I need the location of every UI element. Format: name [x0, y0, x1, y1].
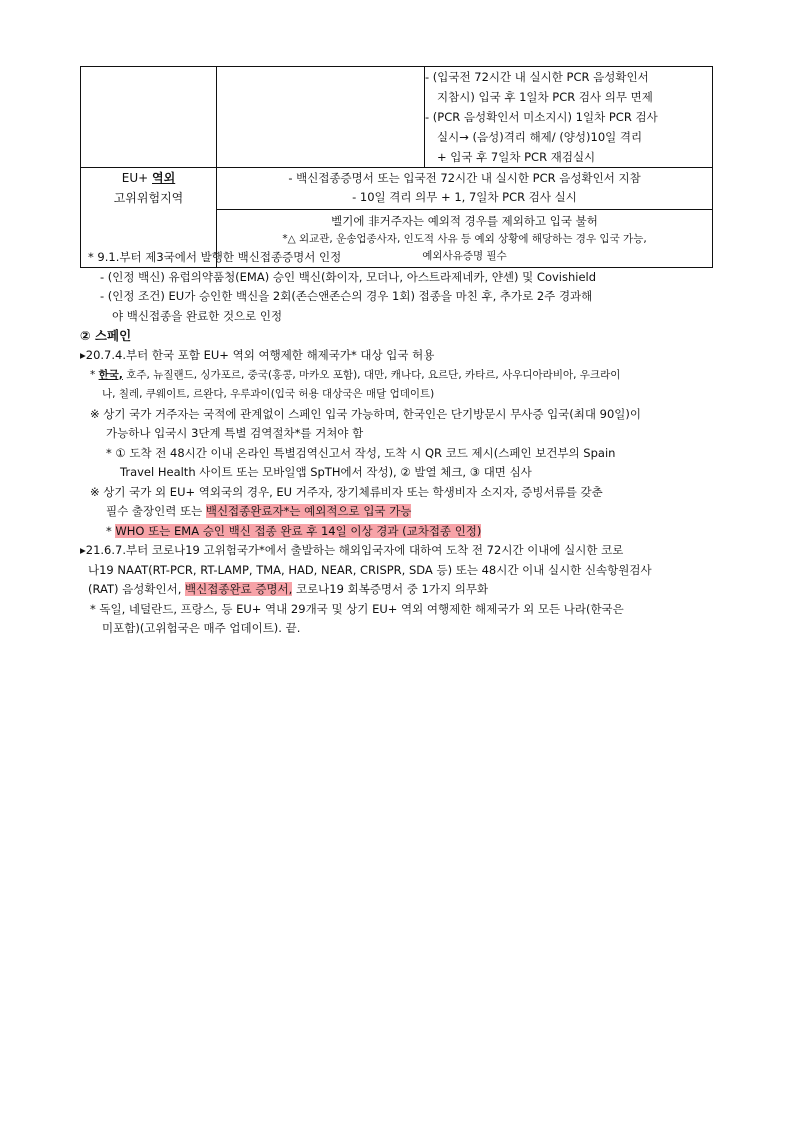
footnote-line: * 독일, 네덜란드, 프랑스, 등 EU+ 역내 29개국 및 상기 EU+ 역외 여행제한 해제국가 외 모든 나라(한국은: [90, 601, 624, 616]
bullet-line: [80, 580, 720, 600]
country-list: 호주, 뉴질랜드, 싱가포르, 중국(홍콩, 마카오 포함), 대만, 캐나다, 요르단, 카타르, 사우디아라비아, 우크라이: [122, 368, 621, 381]
remark-line: 가능하나 입국시 3단계 특별 검역절차*를 거쳐야 함: [106, 426, 364, 440]
rule-text: + 입국 후 7일차 PCR 재검실시: [437, 150, 596, 164]
note-line: * 9.1.부터 제3국에서 발행한 백신접종증명서 인정: [88, 250, 342, 264]
country-list-line: [80, 366, 720, 386]
remark-line: ※ 상기 국가 외 EU+ 역외국의 경우, EU 거주자, 장기체류비자 또는 학생비자 소지자, 증빙서류를 갖춘: [90, 484, 603, 499]
rule-text: - (PCR 음성확인서 미소지시) 1일차 PCR 검사: [425, 110, 658, 124]
body-text: [80, 248, 720, 639]
pcr-rule-cell: [425, 67, 713, 168]
bullet-line: ▸20.7.4.부터 한국 포함 EU+ 역외 여행제한 해제국가* 대상 입국 허용: [80, 348, 435, 362]
section-heading-spain: ② 스페인: [80, 328, 132, 343]
exception-line: 예외사유증명 필수: [422, 250, 507, 262]
footnote-line: 미포함)(고위험국은 매주 업데이트). 끝.: [102, 621, 301, 635]
note-line: - (인정 백신) 유럽의약품청(EMA) 승인 백신(화이자, 모더나, 아스트라제네카, 얀센) 및 Covishield: [100, 269, 597, 284]
table-row: [81, 67, 713, 168]
footnote-mark: *: [90, 368, 99, 381]
bullet-line: ▸21.6.7.부터 코로나19 고위험국가*에서 출발하는 해외입국자에 대하여 도착 전 72시간 이내에 실시한 코로: [80, 543, 624, 557]
region-prefix: EU+: [121, 171, 153, 185]
highlighted-text: 백신접종완료 증명서,: [185, 582, 293, 596]
rule-text: - (입국전 72시간 내 실시한 PCR 음성확인서: [425, 70, 649, 84]
region-emphasis: 역외: [152, 171, 176, 185]
remark-line: * ① 도착 전 48시간 이내 온라인 특별검역신고서 작성, 도착 시 QR 코드 제시(스페인 보건부의 Spain: [106, 445, 616, 460]
high-risk-requirements: [217, 168, 712, 209]
entry-rules-table: [80, 66, 713, 268]
table-cell-empty: [81, 67, 217, 168]
requirement-line: - 10일 격리 의무 + 1, 7일차 PCR 검사 실시: [352, 190, 577, 204]
exception-line: *△ 외교관, 운송업종사자, 인도적 사유 등 예외 상황에 해당하는 경우 입국 가능,: [282, 233, 647, 245]
requirement-line: - 백신접종증명서 또는 입국전 72시간 내 실시한 PCR 음성확인서 지참: [288, 171, 641, 185]
rule-text: 실시→ (음성)격리 해제/ (양성)10일 격리: [437, 130, 643, 144]
highlighted-text: 백신접종완료자*는 예외적으로 입국 가능: [205, 504, 412, 518]
rule-text: 지참시) 입국 후 1일차 PCR 검사 의무 면제: [437, 90, 653, 104]
korea-emphasis: 한국,: [98, 368, 123, 381]
region-subtitle: 고위위험지역: [113, 191, 184, 205]
remark-line: [80, 522, 720, 542]
footnote-mark: *: [106, 523, 116, 538]
remark-line: Travel Health 사이트 또는 모바일앱 SpTH에서 작성), ② 발열 체크, ③ 대면 심사: [120, 465, 532, 479]
remark-text: 필수 출장인력 또는: [106, 504, 206, 518]
note-line: - (인정 조건) EU가 승인한 백신을 2회(존슨앤존슨의 경우 1회) 접종을 마친 후, 추가로 2주 경과해: [100, 289, 593, 303]
remark-text: 코로나19 회복증명서 중 1가지 의무화: [292, 582, 489, 596]
highlighted-text: WHO 또는 EMA 승인 백신 접종 완료 후 14일 이상 경과 (교차접종 인정): [115, 523, 482, 538]
region-title: [81, 168, 216, 188]
note-line: 야 백신접종을 완료한 것으로 인정: [112, 308, 283, 323]
remark-line: ※ 상기 국가 거주자는 국적에 관계없이 스페인 입국 가능하며, 한국인은 단기방문시 무사증 입국(최대 90일)이: [90, 406, 641, 421]
bullet-line: 나19 NAAT(RT-PCR, RT-LAMP, TMA, HAD, NEAR, CRISPR, SDA 등) 또는 48시간 이내 실시한 신속항원검사: [88, 562, 652, 577]
country-list-line: 나, 칠레, 쿠웨이트, 르완다, 우루과이(입국 허용 대상국은 매달 업데이트): [102, 388, 435, 400]
remark-text: (RAT) 음성확인서,: [88, 582, 186, 596]
remark-line: [80, 502, 720, 522]
table-cell-empty: [217, 67, 425, 168]
restriction-line: 벨기에 非거주자는 예외적 경우를 제외하고 입국 불허: [331, 214, 598, 228]
